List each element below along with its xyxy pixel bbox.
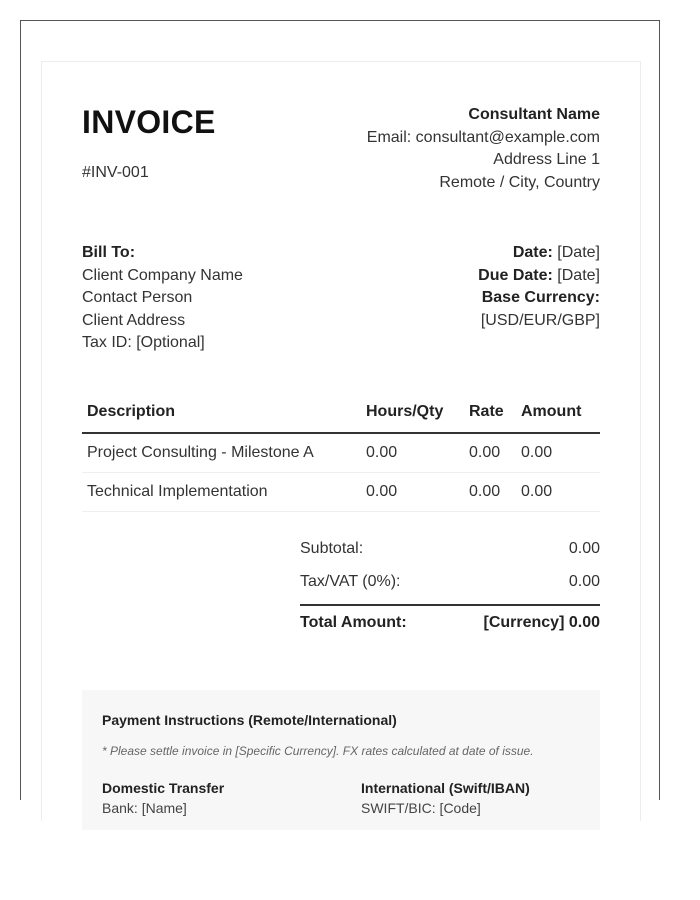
currency-label-row bbox=[478, 287, 600, 310]
domestic-title: Domestic Transfer bbox=[102, 780, 225, 796]
totals-block bbox=[300, 532, 600, 640]
payment-note: * Please settle invoice in [Specific Currency]. FX rates calculated at date of issue. bbox=[102, 744, 534, 758]
table-row bbox=[82, 473, 600, 512]
domestic-transfer bbox=[102, 778, 224, 818]
cell-hours-qty: 0.00 bbox=[361, 473, 464, 512]
header-hours-qty: Hours/Qty bbox=[361, 392, 464, 433]
consultant-address: Address Line 1 bbox=[493, 151, 600, 168]
consultant-location: Remote / City, Country bbox=[439, 173, 600, 191]
cell-amount: 0.00 bbox=[516, 433, 600, 473]
subtotal-value: 0.00 bbox=[568, 539, 600, 557]
table-row bbox=[82, 433, 600, 473]
invoice-meta bbox=[478, 242, 600, 332]
cell-description: Technical Implementation bbox=[82, 473, 361, 512]
cell-rate: 0.00 bbox=[464, 473, 516, 512]
tax-row bbox=[300, 565, 600, 598]
due-date-value: [Date] bbox=[552, 266, 600, 284]
consultant-name: Consultant Name bbox=[468, 106, 600, 123]
header-amount: Amount bbox=[516, 392, 600, 433]
domestic-bank: Bank: [Name] bbox=[102, 800, 187, 816]
currency-value: [USD/EUR/GBP] bbox=[480, 311, 600, 329]
total-value: [Currency] 0.00 bbox=[483, 614, 600, 631]
consultant-email: Email: consultant@example.com bbox=[366, 128, 600, 146]
invoice-title: INVOICE bbox=[82, 104, 216, 140]
subtotal-label: Subtotal: bbox=[300, 539, 364, 557]
cell-rate: 0.00 bbox=[464, 433, 516, 473]
cell-amount: 0.00 bbox=[516, 473, 600, 512]
due-date-label: Due Date: bbox=[478, 266, 553, 284]
client-contact: Contact Person bbox=[82, 289, 193, 306]
header-description: Description bbox=[82, 392, 361, 433]
payment-instructions bbox=[82, 690, 600, 830]
date-label: Date: bbox=[512, 244, 553, 261]
client-tax-id: Tax ID: [Optional] bbox=[82, 334, 205, 351]
invoice-sheet bbox=[41, 61, 641, 821]
currency-label: Base Currency: bbox=[481, 289, 600, 306]
international-swift: SWIFT/BIC: [Code] bbox=[361, 800, 481, 816]
tax-value: 0.00 bbox=[568, 572, 600, 590]
document-frame bbox=[20, 20, 660, 816]
tax-label: Tax/VAT (0%): bbox=[300, 572, 401, 590]
due-date-row bbox=[478, 265, 600, 288]
invoice-number: #INV-001 bbox=[82, 164, 149, 181]
date-value: [Date] bbox=[552, 244, 600, 261]
consultant-block bbox=[367, 104, 600, 194]
client-address: Client Address bbox=[82, 311, 186, 329]
total-row bbox=[300, 604, 600, 640]
table-header-row bbox=[82, 392, 600, 433]
client-company: Client Company Name bbox=[82, 266, 243, 284]
payment-title: Payment Instructions (Remote/International) bbox=[102, 712, 397, 728]
cell-description: Project Consulting - Milestone A bbox=[82, 433, 361, 473]
subtotal-row bbox=[300, 532, 600, 565]
cell-hours-qty: 0.00 bbox=[361, 433, 464, 473]
international-transfer bbox=[361, 778, 530, 818]
international-title: International (Swift/IBAN) bbox=[361, 780, 530, 796]
line-items-table bbox=[82, 392, 600, 512]
date-row bbox=[478, 242, 600, 265]
bill-to-label: Bill To: bbox=[82, 244, 136, 261]
bill-to-block bbox=[82, 242, 243, 355]
total-label: Total Amount: bbox=[300, 614, 407, 631]
header-rate: Rate bbox=[464, 392, 516, 433]
